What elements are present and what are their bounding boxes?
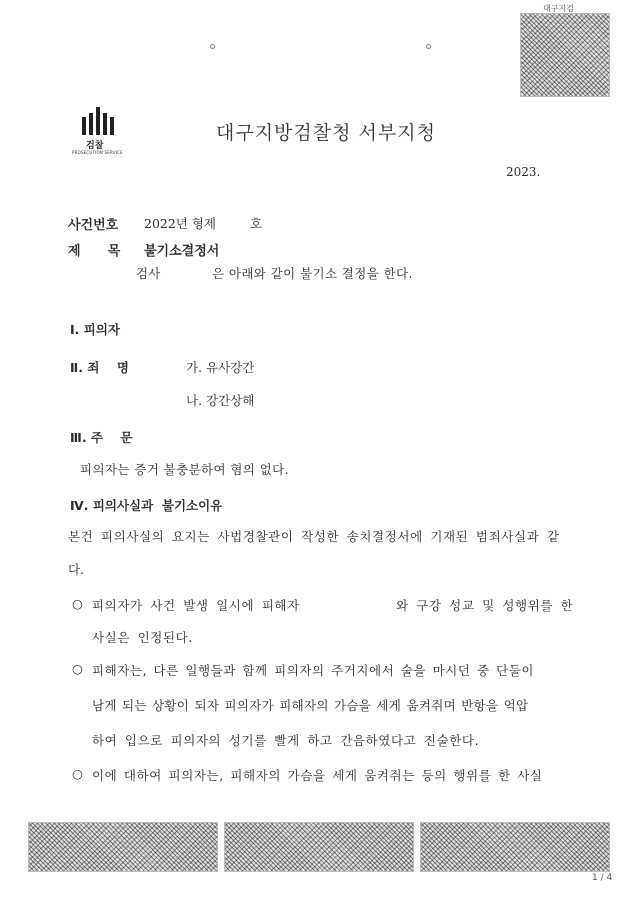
section-3-heading: Ⅲ. 주 문 [70,430,133,445]
punch-dot [426,44,431,49]
barcode-3 [420,822,610,872]
bullet-2-line: 남게 되는 상황이 되자 피의자가 피해자의 가슴을 세게 움켜쥐며 반항을 억압 [92,698,529,713]
bullet-1-line: 사실은 인정된다. [92,630,193,645]
barcode-1 [28,822,218,872]
punch-dot [210,44,215,49]
stamp-label: 대구지검 [543,4,574,13]
bullet-3-line: 이에 대하여 피의자는, 피해자의 가슴을 세게 움켜쥐는 등의 행위를 한 사실 [92,768,543,783]
bullet-icon: ○ [72,661,83,676]
title-label: 제 목 [68,244,121,259]
section-4-heading: Ⅳ. 피의사실과 불기소이유 [70,498,223,513]
prosecution-logo [72,107,123,157]
page-number: 1 / 4 [592,873,613,883]
logo-text: 검찰 [86,141,104,151]
bullet-icon: ○ [72,596,83,611]
charge-item-1: 가. 유사강간 [186,360,255,375]
case-number-value: 2022년 형제 [144,216,217,231]
intro-prefix: 검사 [136,266,161,281]
barcode-2 [224,822,414,872]
paragraph-line: 본건 피의사실의 요지는 사법경찰관이 작성한 송치결정서에 기재된 범죄사실과 같 [68,529,560,544]
bullet-2-line: 피해자는, 다른 일행들과 함께 피의자의 주거지에서 술을 마시던 중 단둘이 [92,663,534,678]
section-2-heading: Ⅱ. 죄 명 [70,360,129,375]
case-number-label: 사건번호 [68,218,119,233]
bullet-1-line: 피의자가 사건 발생 일시에 피해자 [92,598,300,613]
charge-item-2: 나. 강간상해 [186,393,255,408]
logo-bars-icon [82,107,114,135]
bullet-icon: ○ [72,766,83,781]
disposition-text: 피의자는 증거 불충분하여 혐의 없다. [80,462,289,477]
document-date: 2023. [506,165,541,179]
section-1-heading: Ⅰ. 피의자 [70,322,120,337]
office-title: 대구지방검찰청 서부지청 [216,122,436,144]
qr-code-top [520,13,610,97]
bullet-1-line: 와 구강 성교 및 성행위를 한 [396,598,574,613]
paragraph-line: 다. [68,562,85,577]
case-number-suffix: 호 [250,216,263,231]
bullet-2-line: 하여 입으로 피의자의 성기를 빨게 하고 간음하였다고 진술한다. [92,733,480,748]
logo-subtext: PROSECUTION SERVICE [72,150,123,155]
title-value: 불기소결정서 [144,244,220,259]
intro-text: 은 아래와 같이 불기소 결정을 한다. [212,266,413,281]
